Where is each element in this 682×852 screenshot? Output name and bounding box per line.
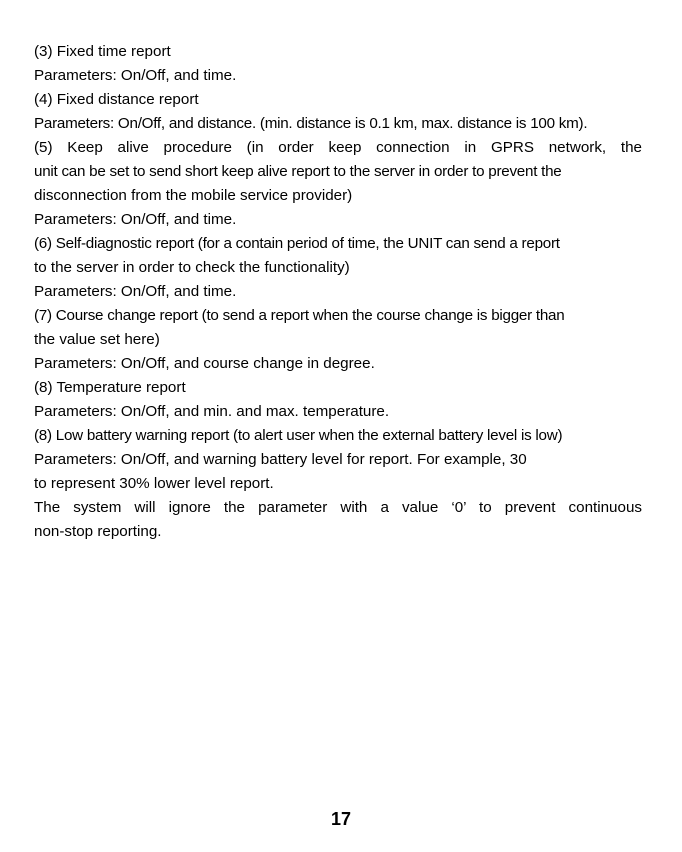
system-note-line-2: non-stop reporting. — [34, 523, 162, 540]
section-6-description: to the server in order to check the functionality) — [34, 259, 350, 276]
section-6-parameters: Parameters: On/Off, and time. — [34, 283, 237, 300]
section-7-parameters: Parameters: On/Off, and course change in degree. — [34, 355, 375, 372]
section-5-parameters: Parameters: On/Off, and time. — [34, 211, 237, 228]
section-3-heading: (3) Fixed time report — [34, 43, 171, 60]
section-8-battery-parameters: Parameters: On/Off, and warning battery level for report. For example, 30 — [34, 451, 527, 468]
section-8-battery-heading: (8) Low battery warning report (to alert user when the external battery level is low) — [34, 427, 563, 444]
section-8-temperature-heading: (8) Temperature report — [34, 379, 186, 396]
page-number: 17 — [330, 809, 352, 829]
section-3-parameters: Parameters: On/Off, and time. — [34, 67, 237, 84]
section-7-description: the value set here) — [34, 331, 160, 348]
section-8-battery-example: to represent 30% lower level report. — [34, 475, 274, 492]
section-4-heading: (4) Fixed distance report — [34, 91, 199, 108]
section-5-description-line-1: unit can be set to send short keep alive report to the server in order to prevent the — [34, 163, 562, 180]
system-note-line-1: The system will ignore the parameter with a value ‘0’ to prevent continuous — [34, 499, 642, 516]
section-4-parameters: Parameters: On/Off, and distance. (min. distance is 0.1 km, max. distance is 100 km). — [34, 115, 588, 132]
document-body — [34, 40, 642, 544]
section-7-heading: (7) Course change report (to send a report when the course change is bigger than — [34, 307, 565, 324]
section-6-heading: (6) Self-diagnostic report (for a contain period of time, the UNIT can send a report — [34, 235, 560, 252]
section-5-description-line-2: disconnection from the mobile service provider) — [34, 187, 353, 204]
section-8-temperature-parameters: Parameters: On/Off, and min. and max. temperature. — [34, 403, 390, 420]
section-5-heading: (5) Keep alive procedure (in order keep connection in GPRS network, the — [34, 139, 642, 156]
